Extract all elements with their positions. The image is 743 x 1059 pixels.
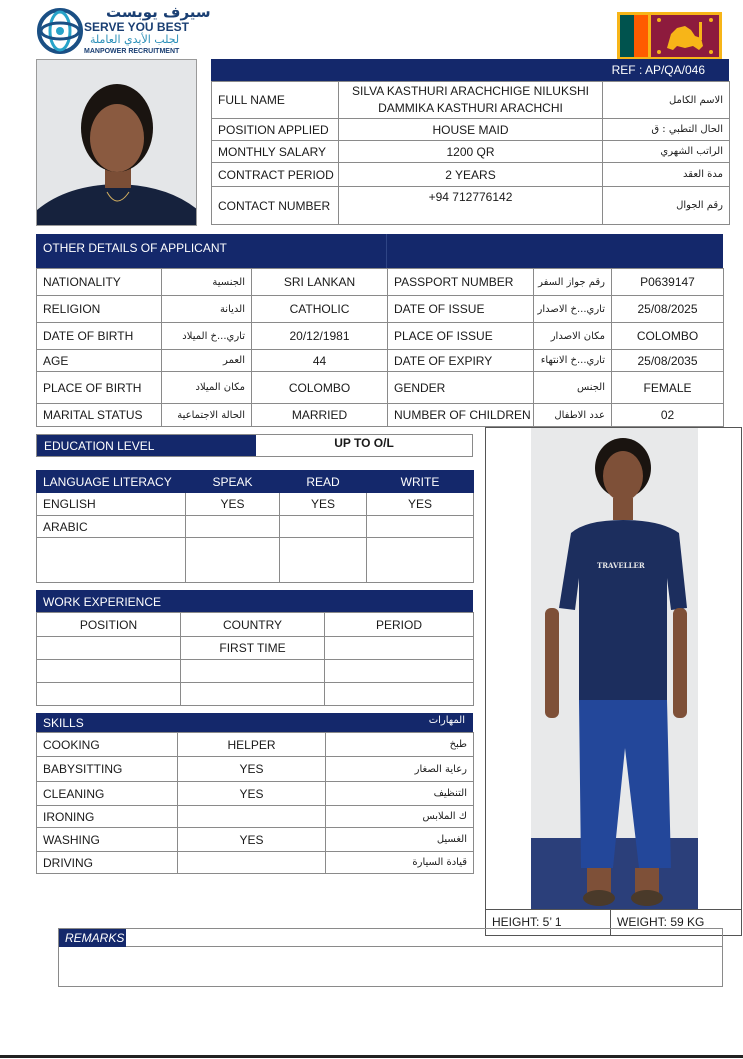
table-row xyxy=(37,493,474,516)
table-row xyxy=(37,757,474,782)
field-value: 1200 QR xyxy=(339,141,603,163)
column-header: POSITION xyxy=(37,613,181,637)
skill-label: WASHING xyxy=(37,828,178,852)
table-cell xyxy=(325,660,474,683)
skills-header xyxy=(36,713,473,732)
detail-label-arabic: تاري...خ الميلاد xyxy=(162,323,252,350)
education-row xyxy=(36,434,473,457)
skill-label: IRONING xyxy=(37,806,178,828)
section-title-arabic: المهارات xyxy=(428,715,465,726)
logo-english-name: SERVE YOU BEST xyxy=(84,20,189,34)
skill-label: BABYSITTING xyxy=(37,757,178,782)
skill-value: HELPER xyxy=(178,733,326,757)
portrait-figure-icon xyxy=(37,60,197,226)
ref-number: REF : AP/QA/046 xyxy=(611,63,705,77)
detail-label: DATE OF ISSUE xyxy=(388,296,534,323)
field-label-arabic: رقم الجوال xyxy=(603,187,730,225)
detail-label-arabic: تاري...خ الاصدار xyxy=(534,296,612,323)
skill-label-arabic: طبخ xyxy=(326,733,474,757)
lion-icon xyxy=(655,16,715,56)
applicant-portrait-photo xyxy=(36,59,197,226)
detail-value: 02 xyxy=(612,404,724,427)
skill-label-arabic: الغسيل xyxy=(326,828,474,852)
main-info-table xyxy=(211,81,730,225)
detail-label: PLACE OF ISSUE xyxy=(388,323,534,350)
table-row xyxy=(212,141,730,163)
detail-label-arabic: مكان الميلاد xyxy=(162,372,252,404)
logo-arabic-name: سيرف يوبست xyxy=(106,3,211,21)
table-cell: YES xyxy=(280,493,367,516)
table-cell xyxy=(280,516,367,538)
skill-label: DRIVING xyxy=(37,852,178,874)
detail-label-arabic: العمر xyxy=(162,350,252,372)
detail-label: RELIGION xyxy=(37,296,162,323)
table-cell xyxy=(181,660,325,683)
detail-value: COLOMBO xyxy=(252,372,388,404)
field-label: FULL NAME xyxy=(212,82,339,119)
table-row xyxy=(37,806,474,828)
detail-value: 44 xyxy=(252,350,388,372)
skill-label-arabic: ك الملابس xyxy=(326,806,474,828)
table-row xyxy=(37,637,474,660)
education-value: UP TO O/L xyxy=(334,436,394,450)
company-logo xyxy=(36,3,216,58)
skills-table xyxy=(36,732,474,874)
table-row xyxy=(37,516,474,538)
table-cell xyxy=(325,683,474,706)
height-value: HEIGHT: 5’ 1 xyxy=(492,915,562,929)
section-title: SKILLS xyxy=(43,716,84,730)
column-header: COUNTRY xyxy=(181,613,325,637)
other-details-table xyxy=(36,268,724,427)
detail-label: NUMBER OF CHILDREN xyxy=(388,404,534,427)
detail-label-arabic: تاري...خ الانتهاء xyxy=(534,350,612,372)
field-label: MONTHLY SALARY xyxy=(212,141,339,163)
logo-arabic-tagline: لجلب الأيدي العاملة xyxy=(90,33,180,46)
field-label: CONTACT NUMBER xyxy=(212,187,339,225)
detail-label: GENDER xyxy=(388,372,534,404)
full-body-photo-frame xyxy=(485,427,742,936)
detail-label: MARITAL STATUS xyxy=(37,404,162,427)
remarks-label: REMARKS xyxy=(59,929,126,947)
detail-value: 20/12/1981 xyxy=(252,323,388,350)
skill-label-arabic: رعاية الصغار xyxy=(326,757,474,782)
detail-label: PLACE OF BIRTH xyxy=(37,372,162,404)
section-title: OTHER DETAILS OF APPLICANT xyxy=(43,241,227,255)
table-cell xyxy=(37,637,181,660)
table-row xyxy=(37,323,724,350)
skill-value xyxy=(178,852,326,874)
table-cell xyxy=(181,683,325,706)
detail-value: MARRIED xyxy=(252,404,388,427)
table-row xyxy=(37,782,474,806)
table-row xyxy=(37,852,474,874)
work-experience-table xyxy=(36,612,474,706)
field-label-arabic: الراتب الشهري xyxy=(603,141,730,163)
field-label: CONTRACT PERIOD xyxy=(212,163,339,187)
table-row xyxy=(37,372,724,404)
table-cell xyxy=(325,637,474,660)
column-header: PERIOD xyxy=(325,613,474,637)
work-experience-header xyxy=(36,590,473,612)
table-header-row xyxy=(37,613,474,637)
detail-value: 25/08/2025 xyxy=(612,296,724,323)
column-header: SPEAK xyxy=(186,471,280,493)
table-cell xyxy=(186,538,280,583)
table-cell: YES xyxy=(367,493,474,516)
table-cell: ARABIC xyxy=(37,516,186,538)
detail-value: CATHOLIC xyxy=(252,296,388,323)
ref-header-bar xyxy=(211,59,729,81)
page-bottom-border xyxy=(0,1055,743,1058)
field-label: POSITION APPLIED xyxy=(212,119,339,141)
remarks-box xyxy=(58,928,723,987)
detail-label: DATE OF BIRTH xyxy=(37,323,162,350)
table-cell xyxy=(37,683,181,706)
table-cell: ENGLISH xyxy=(37,493,186,516)
full-body-figure-icon xyxy=(531,428,698,909)
table-row xyxy=(37,538,474,583)
detail-label-arabic: الجنسية xyxy=(162,269,252,296)
table-row xyxy=(37,828,474,852)
other-details-header xyxy=(36,234,723,268)
shirt-text: TRAVELLER xyxy=(597,561,645,570)
skill-value: YES xyxy=(178,757,326,782)
table-cell: YES xyxy=(186,493,280,516)
detail-value: COLOMBO xyxy=(612,323,724,350)
detail-label: AGE xyxy=(37,350,162,372)
section-title: WORK EXPERIENCE xyxy=(43,595,162,609)
field-value: 2 YEARS xyxy=(339,163,603,187)
table-row xyxy=(37,296,724,323)
detail-value: 25/08/2035 xyxy=(612,350,724,372)
field-value: +94 712776142 xyxy=(339,187,603,225)
detail-value: P0639147 xyxy=(612,269,724,296)
table-row xyxy=(212,82,730,119)
field-label-arabic: الاسم الكامل xyxy=(603,82,730,119)
detail-label-arabic: عدد الاطفال xyxy=(534,404,612,427)
table-row xyxy=(37,660,474,683)
field-value: SILVA KASTHURI ARACHCHIGE NILUKSHI DAMMIKA KASTHURI ARACHCHI xyxy=(339,82,603,119)
table-cell xyxy=(367,538,474,583)
language-table xyxy=(36,470,474,583)
field-label-arabic: مدة العقد xyxy=(603,163,730,187)
detail-label-arabic: الجنس xyxy=(534,372,612,404)
detail-label: DATE OF EXPIRY xyxy=(388,350,534,372)
field-label-arabic: الحال التطبي : ق xyxy=(603,119,730,141)
skill-label: COOKING xyxy=(37,733,178,757)
table-cell xyxy=(280,538,367,583)
table-row xyxy=(37,269,724,296)
weight-value: WEIGHT: 59 KG xyxy=(617,915,705,929)
table-row xyxy=(212,163,730,187)
table-row xyxy=(37,404,724,427)
detail-label-arabic: الحالة الاجتماعية xyxy=(162,404,252,427)
detail-label-arabic: الديانة xyxy=(162,296,252,323)
skill-label: CLEANING xyxy=(37,782,178,806)
table-cell xyxy=(37,538,186,583)
table-cell xyxy=(37,660,181,683)
logo-tagline: MANPOWER RECRUITMENT xyxy=(84,48,180,55)
table-row xyxy=(212,119,730,141)
sri-lanka-flag xyxy=(617,12,722,60)
table-row xyxy=(37,350,724,372)
column-header: WRITE xyxy=(367,471,474,493)
detail-value: SRI LANKAN xyxy=(252,269,388,296)
table-row xyxy=(212,187,730,225)
field-value: HOUSE MAID xyxy=(339,119,603,141)
logo-mark-icon xyxy=(36,6,84,56)
applicant-full-body-photo xyxy=(531,428,698,909)
table-row xyxy=(37,683,474,706)
education-label: EDUCATION LEVEL xyxy=(37,435,256,456)
detail-label-arabic: رقم جواز السفر xyxy=(534,269,612,296)
detail-label-arabic: مكان الاصدار xyxy=(534,323,612,350)
detail-value: FEMALE xyxy=(612,372,724,404)
table-cell: FIRST TIME xyxy=(181,637,325,660)
skill-value: YES xyxy=(178,782,326,806)
table-cell xyxy=(367,516,474,538)
column-header: LANGUAGE LITERACY xyxy=(37,471,186,493)
detail-label: NATIONALITY xyxy=(37,269,162,296)
table-row xyxy=(37,733,474,757)
skill-value xyxy=(178,806,326,828)
skill-label-arabic: قيادة السيارة xyxy=(326,852,474,874)
table-header-row xyxy=(37,471,474,493)
skill-label-arabic: التنظيف xyxy=(326,782,474,806)
table-cell xyxy=(186,516,280,538)
detail-label: PASSPORT NUMBER xyxy=(388,269,534,296)
column-header: READ xyxy=(280,471,367,493)
skill-value: YES xyxy=(178,828,326,852)
